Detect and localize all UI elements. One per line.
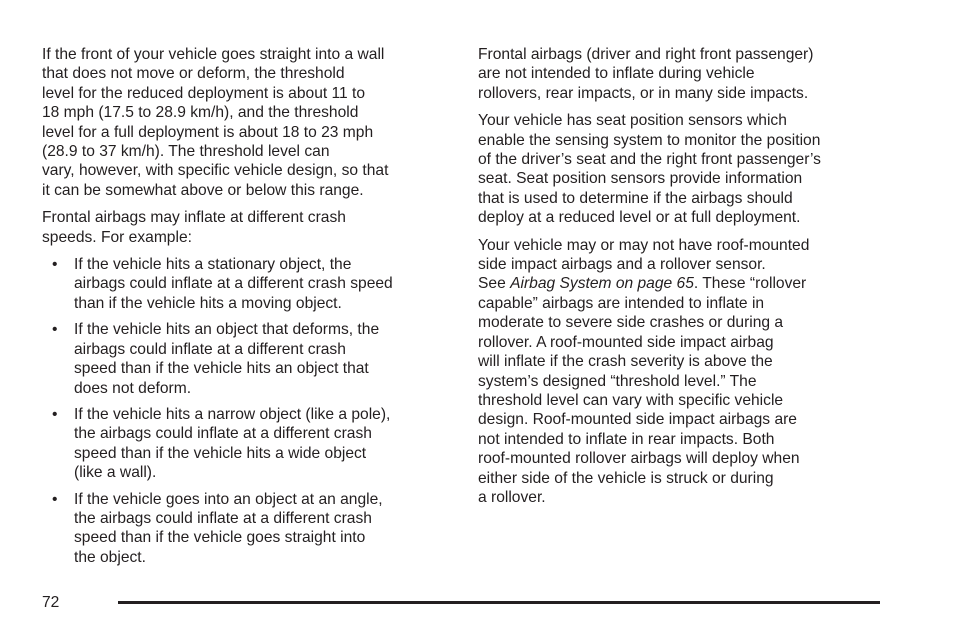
footer-rule xyxy=(118,601,880,604)
bullet-icon: • xyxy=(52,321,58,339)
text-line: level for a full deployment is about 18 to 23 mph xyxy=(42,123,374,141)
airbag-system-page-reference: Airbag System on page 65 xyxy=(510,275,694,293)
text-fragment: . These “rollover xyxy=(693,275,807,293)
text-line: (like a wall). xyxy=(74,464,157,482)
text-line: speed than if the vehicle hits a wide object xyxy=(74,444,367,462)
text-line: speed than if the vehicle goes straight into xyxy=(74,529,366,547)
text-line: rollovers, rear impacts, or in many side impacts. xyxy=(478,84,809,102)
bullet-item xyxy=(42,490,452,568)
bullet-icon: • xyxy=(52,256,58,274)
seat-sensors-paragraph xyxy=(478,111,878,227)
text-line: speed than if the vehicle hits an object that xyxy=(74,360,369,378)
text-line: speeds. For example: xyxy=(42,228,192,246)
text-line: of the driver’s seat and the right front passenger’s xyxy=(478,151,821,169)
text-line: not intended to inflate in rear impacts. Both xyxy=(478,430,775,448)
text-line: seat. Seat position sensors provide information xyxy=(478,170,803,188)
text-line: rollover. A roof-mounted side impact airbag xyxy=(478,333,774,351)
text-line: will inflate if the crash severity is above the xyxy=(478,353,773,371)
text-line: that does not move or deform, the threshold xyxy=(42,65,345,83)
text-line: capable” airbags are intended to inflate in xyxy=(478,294,765,312)
right-column xyxy=(478,45,878,515)
text-line: a rollover. xyxy=(478,488,546,506)
page-number: 72 xyxy=(42,594,60,611)
bullet-item xyxy=(42,320,452,398)
text-line: Frontal airbags (driver and right front passenger) xyxy=(478,46,814,63)
left-column xyxy=(42,45,452,574)
text-line: enable the sensing system to monitor the position xyxy=(478,131,821,149)
threshold-paragraph xyxy=(42,45,452,200)
bullet-item xyxy=(42,405,452,483)
text-line: If the vehicle hits a stationary object, the xyxy=(74,256,352,274)
text-line: that is used to determine if the airbags should xyxy=(478,189,793,207)
text-line: does not deform. xyxy=(74,379,192,397)
text-line: side impact airbags and a rollover sensor. xyxy=(478,256,766,274)
text-line: If the front of your vehicle goes straight into a wall xyxy=(42,46,385,63)
text-line: Your vehicle has seat position sensors which xyxy=(478,112,787,130)
text-line: than if the vehicle hits a moving object. xyxy=(74,294,342,312)
text-line: threshold level can vary with specific vehicle xyxy=(478,391,784,409)
text-fragment: See xyxy=(478,275,511,293)
rollover-airbags-paragraph xyxy=(478,236,878,508)
text-line: system’s designed “threshold level.” The xyxy=(478,372,757,390)
text-line: level for the reduced deployment is about 11 to xyxy=(42,84,366,102)
text-line: Your vehicle may or may not have roof-mounted xyxy=(478,236,810,254)
text-line: If the vehicle goes into an object at an angle, xyxy=(74,490,383,508)
text-line: vary, however, with specific vehicle design, so that xyxy=(42,162,389,180)
text-line: airbags could inflate at a different crash xyxy=(74,340,346,358)
text-line: If the vehicle hits an object that deforms, the xyxy=(74,321,380,339)
bullet-item xyxy=(42,255,452,313)
text-line: it can be somewhat above or below this range. xyxy=(42,181,364,199)
text-line: (28.9 to 37 km/h). The threshold level can xyxy=(42,143,330,161)
frontal-airbags-paragraph xyxy=(478,45,878,103)
text-line: airbags could inflate at a different crash speed xyxy=(74,275,393,293)
text-line: either side of the vehicle is struck or during xyxy=(478,469,774,487)
bullet-icon: • xyxy=(52,405,58,423)
text-line: the airbags could inflate at a different crash xyxy=(74,425,372,443)
bullet-icon: • xyxy=(52,490,58,508)
text-line: If the vehicle hits a narrow object (like a pole), xyxy=(74,405,391,423)
text-line: roof-mounted rollover airbags will deploy when xyxy=(478,450,800,468)
text-line: moderate to severe side crashes or during a xyxy=(478,314,784,332)
text-line: design. Roof-mounted side impact airbags are xyxy=(478,411,797,429)
text-line: the object. xyxy=(74,548,146,566)
text-line: the airbags could inflate at a different crash xyxy=(74,509,372,527)
text-line: Frontal airbags may inflate at different crash xyxy=(42,209,346,227)
text-line: deploy at a reduced level or at full deployment. xyxy=(478,209,801,227)
text-line: 18 mph (17.5 to 28.9 km/h), and the threshold xyxy=(42,104,359,122)
text-line: are not intended to inflate during vehicle xyxy=(478,65,755,83)
text-line-with-reference xyxy=(478,274,878,293)
crash-speeds-intro-paragraph xyxy=(42,208,452,247)
examples-bullet-list xyxy=(42,255,452,567)
